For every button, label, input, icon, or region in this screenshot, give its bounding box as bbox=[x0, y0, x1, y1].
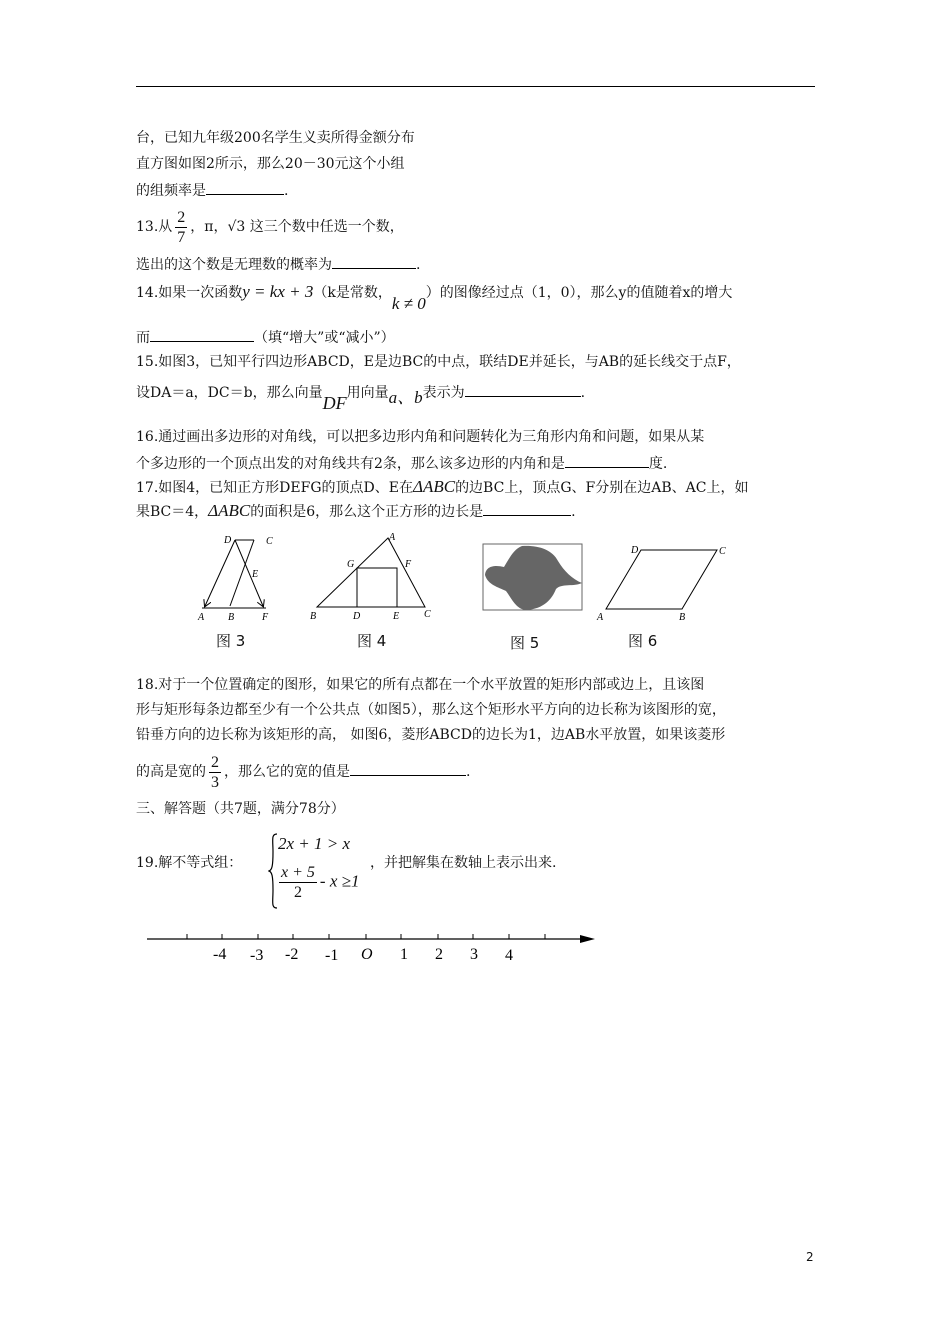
q18-line3: 铅垂方向的边长称为该矩形的高， 如图6，菱形ABCD的边长为1，边AB水平放置，如果该菱形 bbox=[136, 727, 726, 743]
answer-blank-13[interactable] bbox=[332, 254, 416, 269]
inequality-system bbox=[268, 832, 368, 910]
figure-6 bbox=[593, 538, 733, 623]
figure-3 bbox=[190, 530, 280, 625]
ineq2-rest: - x ≥1 bbox=[319, 871, 360, 891]
answer-blank-17[interactable] bbox=[483, 501, 571, 516]
fig6-label-b: B bbox=[679, 612, 686, 623]
figure-4 bbox=[305, 530, 435, 625]
inequality-2 bbox=[276, 863, 359, 902]
fraction-2-3 bbox=[209, 753, 221, 792]
fraction-2-7 bbox=[175, 208, 187, 247]
fig3-label-e: E bbox=[252, 569, 259, 580]
caption-fig6: 图 6 bbox=[628, 632, 658, 650]
q17-line1 bbox=[136, 476, 748, 499]
q19-instruction: ，并把解集在数轴上表示出来. bbox=[370, 855, 557, 871]
frac-den-2: 3 bbox=[211, 773, 219, 791]
q14-mid: （k是常数， bbox=[313, 285, 392, 301]
tick-label: -1 bbox=[325, 947, 339, 964]
q18-line1: 18.对于一个位置确定的图形，如果它的所有点都在一个水平放置的矩形内部或边上，且该图 bbox=[136, 677, 705, 693]
caption-fig3: 图 3 bbox=[216, 632, 246, 650]
q13-rest: ，π，√3 这三个数中任选一个数， bbox=[190, 219, 404, 235]
q14-line1 bbox=[136, 279, 733, 313]
fraction-x5-2 bbox=[279, 863, 317, 902]
q13-line2 bbox=[136, 254, 420, 274]
caption-fig4: 图 4 bbox=[357, 632, 387, 650]
tick-label: 4 bbox=[505, 947, 513, 964]
ineq2-den: 2 bbox=[293, 884, 302, 901]
q15-text: 设DA＝a，DC＝b，那么向量 bbox=[136, 385, 323, 401]
q17-text4: 的面积是6，那么这个正方形的边长是 bbox=[250, 504, 484, 520]
tick-label: 3 bbox=[470, 946, 478, 963]
triangle-abc-2: ΔABC bbox=[208, 501, 251, 520]
q16-line2 bbox=[136, 453, 667, 473]
q18-line4 bbox=[136, 752, 470, 792]
answer-blank-16[interactable] bbox=[565, 453, 649, 468]
q14-hint: （填“增大”或“减小”） bbox=[254, 330, 395, 346]
answer-blank-18[interactable] bbox=[350, 761, 466, 776]
q12-end: . bbox=[284, 183, 289, 199]
section-3-heading: 三、解答题（共7题，满分78分） bbox=[136, 801, 345, 817]
q18-line2: 形与矩形每条边都至少有一个公共点（如图5），那么这个矩形水平方向的边长称为该图形的宽， bbox=[136, 702, 726, 718]
q17-text: 17.如图4，已知正方形DEFG的顶点D、E在 bbox=[136, 480, 413, 496]
number-line bbox=[145, 928, 600, 968]
q18-text2: ，那么它的宽的值是 bbox=[224, 764, 350, 780]
fig3-label-f: F bbox=[262, 612, 269, 623]
q15-text2: 用向量 bbox=[346, 385, 389, 401]
tick-label: -3 bbox=[250, 947, 264, 964]
q17-line2 bbox=[136, 500, 576, 523]
q15-text3: 表示为 bbox=[422, 385, 465, 401]
q16-end: 度. bbox=[648, 456, 668, 472]
q13-number: 13.从 bbox=[136, 219, 173, 235]
answer-blank-14[interactable] bbox=[150, 327, 254, 342]
inequality-1: 2x + 1 > x bbox=[278, 834, 351, 853]
q17-text3: 果BC＝4， bbox=[136, 504, 209, 520]
fig6-label-d: D bbox=[631, 545, 639, 556]
q15-end: . bbox=[580, 385, 586, 401]
q12-text: 的组频率是 bbox=[136, 183, 206, 199]
fig4-label-c: C bbox=[424, 609, 431, 620]
fig4-label-e: E bbox=[393, 611, 400, 622]
fig6-label-c: C bbox=[719, 546, 726, 557]
q14-text: 14.如果一次函数 bbox=[136, 285, 243, 301]
tick-label: 1 bbox=[400, 946, 408, 963]
fig4-label-a: A bbox=[389, 532, 396, 543]
page-number: 2 bbox=[806, 1250, 814, 1264]
tick-label: 2 bbox=[435, 946, 443, 963]
q17-text2: 的边BC上，顶点G、F分别在边AB、AC上，如 bbox=[455, 480, 749, 496]
q12-line1: 台，已知九年级200名学生义卖所得金额分布 bbox=[136, 130, 415, 146]
q13-text2: 选出的这个数是无理数的概率为 bbox=[136, 257, 332, 273]
q14-formula: y = kx + 3 bbox=[242, 282, 314, 301]
figure-5 bbox=[482, 543, 584, 613]
q13-line1 bbox=[136, 207, 404, 247]
answer-blank-12[interactable] bbox=[206, 180, 284, 195]
caption-fig5: 图 5 bbox=[510, 634, 540, 652]
q14-line2 bbox=[136, 327, 395, 347]
q14-post: ）的图像经过点（1，0），那么y的值随着x的增大 bbox=[425, 285, 733, 301]
tick-label: -2 bbox=[285, 946, 299, 963]
fig3-label-c: C bbox=[266, 536, 273, 547]
ineq2-num: x + 5 bbox=[281, 864, 315, 881]
answer-blank-15[interactable] bbox=[465, 382, 581, 397]
frac-den: 7 bbox=[177, 228, 186, 246]
arrow-right-icon bbox=[580, 935, 595, 943]
frac-num-2: 2 bbox=[211, 753, 219, 771]
q17-end: . bbox=[571, 504, 576, 520]
vector-ab: a、b bbox=[388, 388, 423, 407]
frac-num: 2 bbox=[177, 208, 186, 226]
q16-text: 个多边形的一个顶点出发的对角线共有2条，那么该多边形的内角和是 bbox=[136, 456, 565, 472]
fig4-label-d: D bbox=[353, 611, 361, 622]
tick-label-origin: O bbox=[361, 946, 373, 963]
vector-df: DF bbox=[322, 393, 347, 413]
q14-condition: k ≠ 0 bbox=[391, 294, 426, 313]
q16-line1: 16.通过画出多边形的对角线，可以把多边形内角和问题转化为三角形内角和问题，如果从某 bbox=[136, 429, 705, 445]
q13-end: . bbox=[416, 257, 421, 273]
q15-line2 bbox=[136, 378, 586, 413]
tick-label: -4 bbox=[213, 946, 227, 963]
triangle-abc: ΔABC bbox=[412, 477, 456, 496]
fig3-label-d: D bbox=[224, 535, 232, 546]
q18-text: 的高是宽的 bbox=[136, 764, 206, 780]
irregular-shape bbox=[485, 546, 582, 610]
fig4-label-g: G bbox=[347, 559, 355, 570]
q18-end: . bbox=[466, 764, 471, 780]
q12-line2: 直方图如图2所示，那么20－30元这个小组 bbox=[136, 156, 405, 172]
q12-line3 bbox=[136, 180, 288, 200]
fig3-label-b: B bbox=[228, 612, 235, 623]
fig4-label-f: F bbox=[405, 559, 412, 570]
fig6-label-a: A bbox=[597, 612, 604, 623]
q19-label: 19.解不等式组： bbox=[136, 855, 243, 871]
fig3-label-a: A bbox=[198, 612, 205, 623]
q14-text2: 而 bbox=[136, 330, 150, 346]
header-rule bbox=[136, 86, 815, 87]
fig4-label-b: B bbox=[310, 611, 317, 622]
q15-line1: 15.如图3，已知平行四边形ABCD，E是边BC的中点，联结DE并延长，与AB的延长线交于点F， bbox=[136, 354, 741, 370]
